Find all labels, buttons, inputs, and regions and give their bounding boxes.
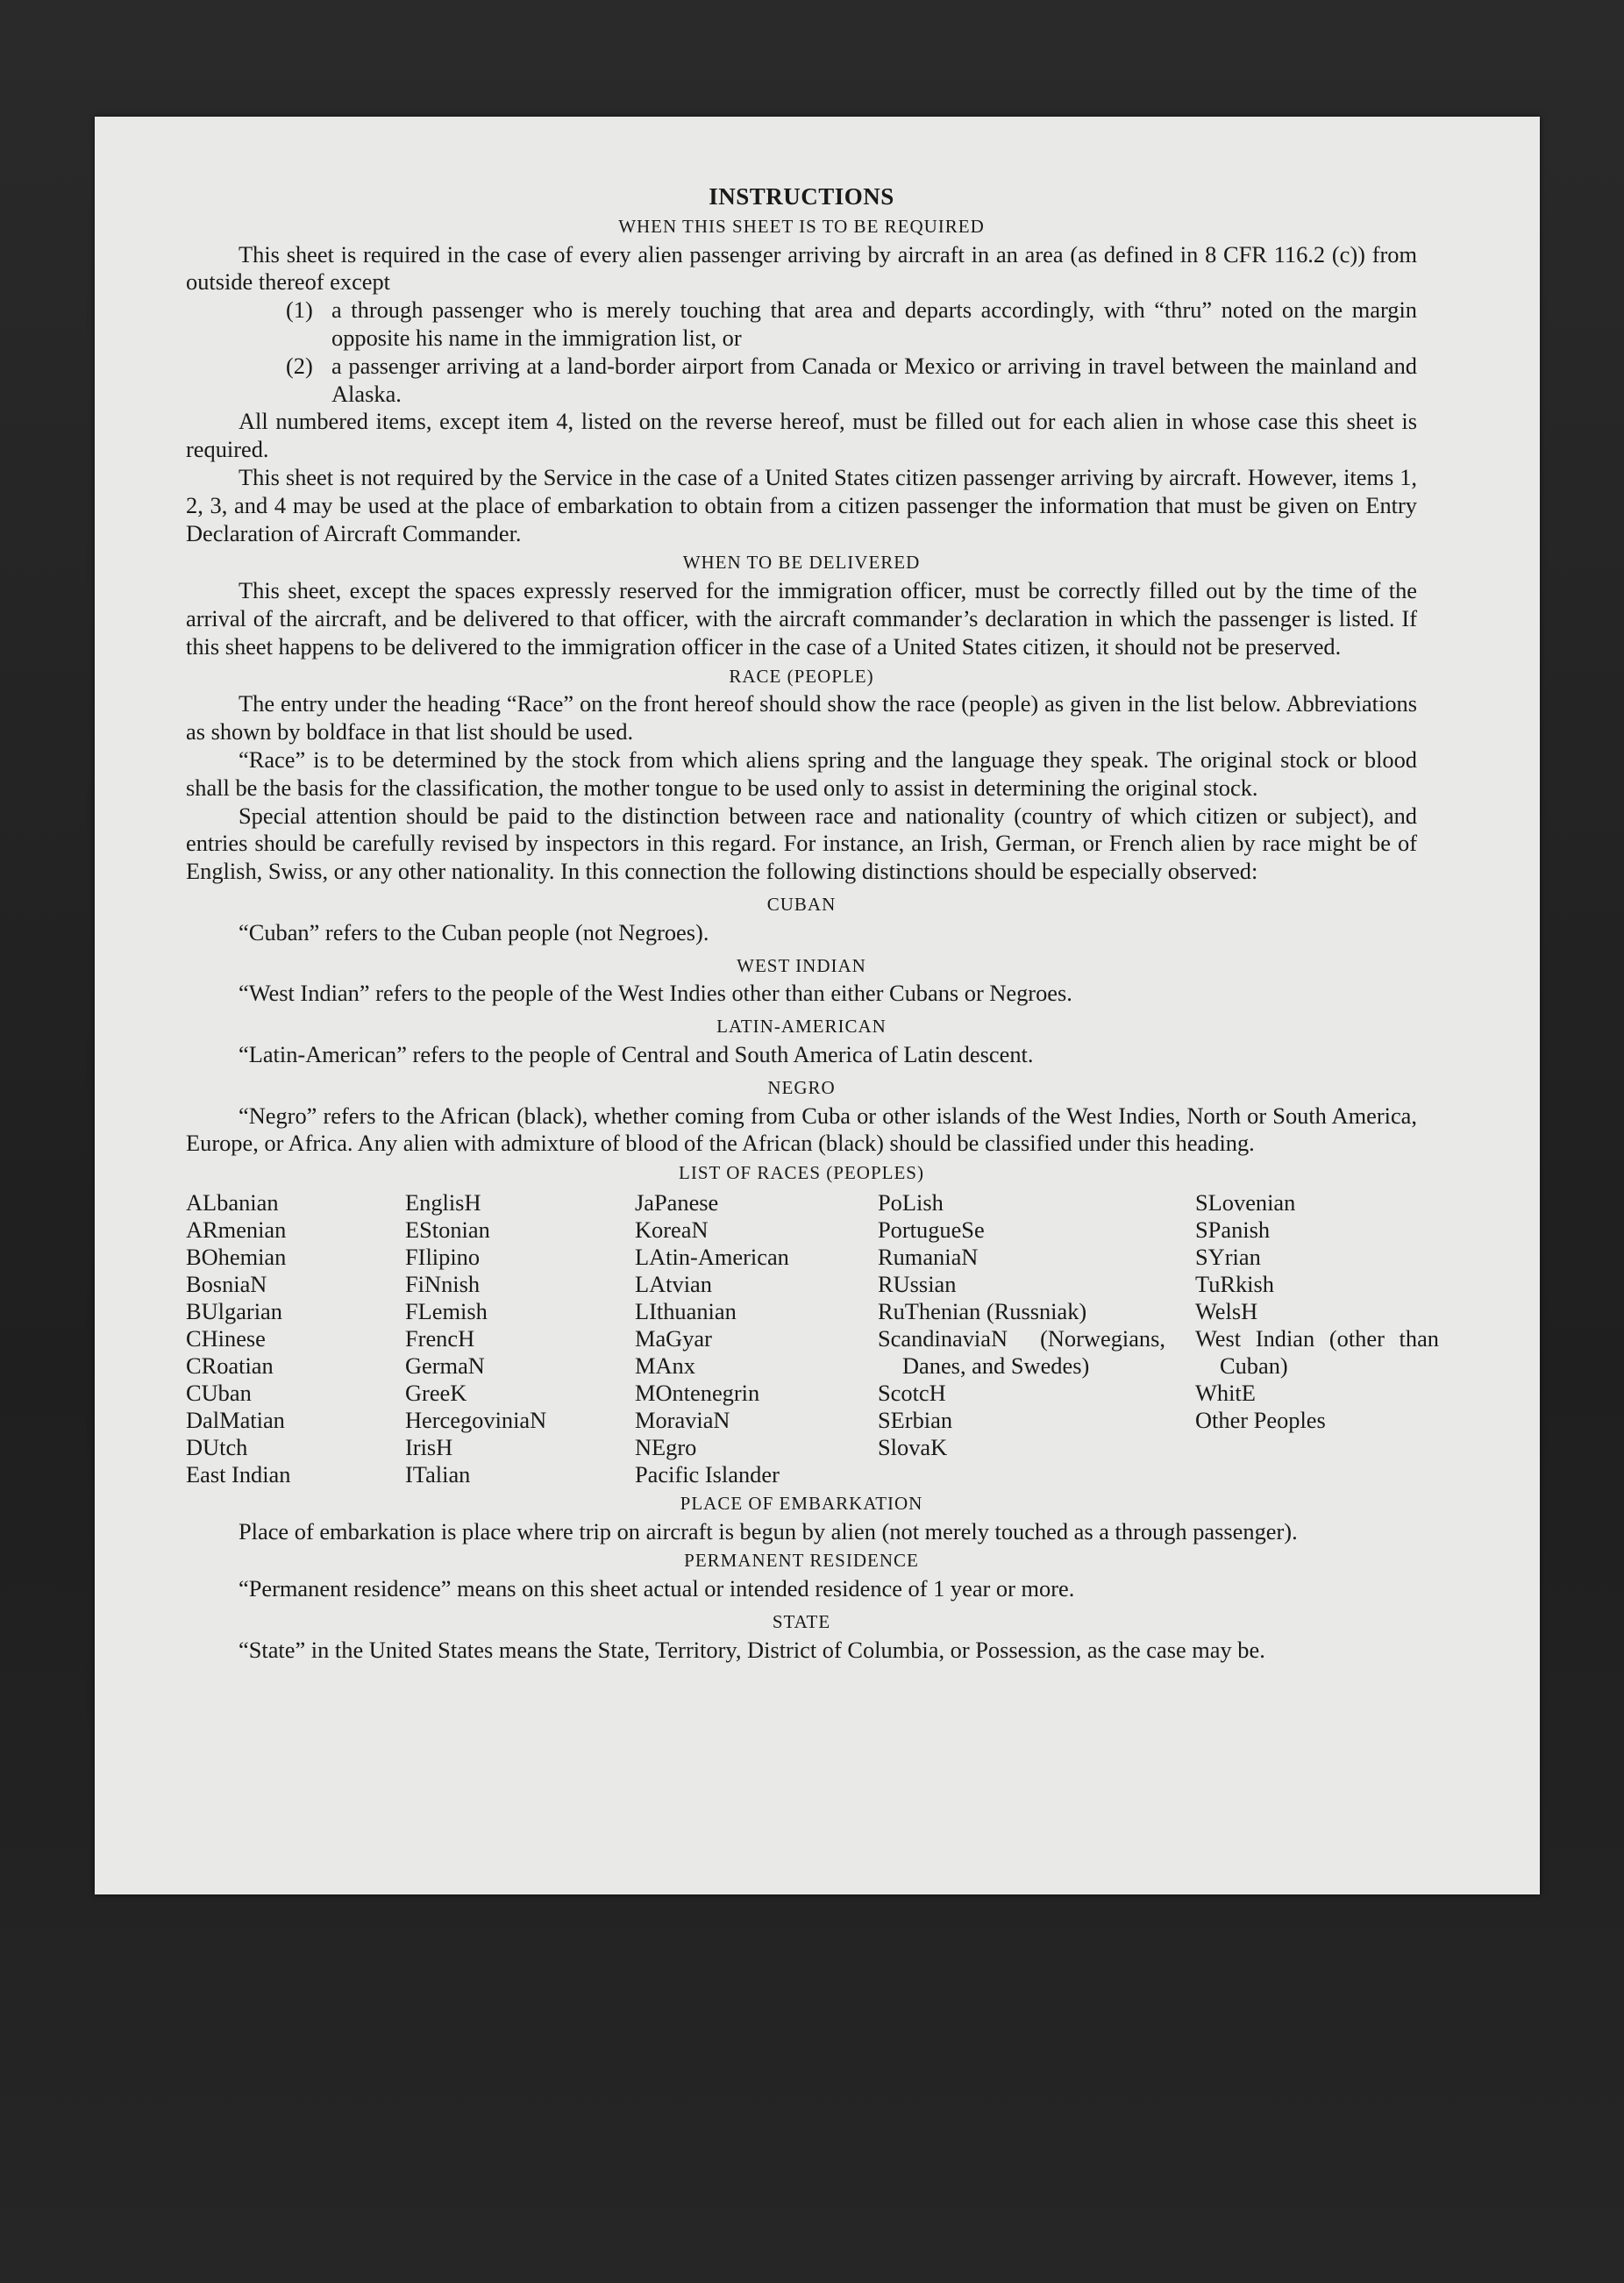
race-entry: DalMatian bbox=[186, 1406, 285, 1433]
list-item-text: a through passenger who is merely touching that area and departs accordingly, with “thru” noted on the margin opposite his name in the immigration list, or bbox=[331, 296, 1417, 351]
races-column-4 bbox=[878, 1189, 1195, 1488]
race-entry: DUtch bbox=[186, 1433, 248, 1460]
races-column-1 bbox=[186, 1189, 405, 1488]
race-entry: SLovenian bbox=[1195, 1188, 1296, 1216]
races-heading: LIST OF RACES (PEOPLES) bbox=[679, 1162, 924, 1184]
race-entry: MaGyar bbox=[635, 1324, 712, 1352]
race-entry: EnglisH bbox=[405, 1188, 481, 1216]
race-entry: ScandinaviaN (Norwegians, Danes, and Swedes) bbox=[878, 1324, 1165, 1379]
race-entry: West Indian (other than Cuban) bbox=[1195, 1324, 1439, 1379]
race-entry: LIthuanian bbox=[635, 1297, 737, 1324]
race-entry: RUssian bbox=[878, 1270, 957, 1297]
races-list bbox=[186, 1188, 1439, 1488]
race-entry: FIlipino bbox=[405, 1243, 481, 1270]
race-entry: PortugueSe bbox=[878, 1216, 985, 1243]
paragraph: This sheet is not required by the Service in the case of a United States citizen passenger arriving by aircraft. However, items 1, 2, 3, and 4 may be used at the place of embarkation to obtain from a citizen passenger the information that must be given on Entry Declaration of Aircraft Commander. bbox=[186, 463, 1417, 546]
race-entry: Pacific Islander bbox=[635, 1460, 780, 1488]
paragraph: Special attention should be paid to the distinction between race and nationality (country of which citizen or subject), and entries should be carefully revised by inspectors in this regard. For instance, an Irish, German, or French alien by race might be of English, Swiss, or any other nationality. In this connection the following distinctions should be especially observed: bbox=[186, 802, 1417, 885]
paragraph: All numbered items, except item 4, listed on the reverse hereof, must be filled out for each alien in whose case this sheet is required. bbox=[186, 408, 1417, 463]
race-entry: RuThenian (Russniak) bbox=[878, 1297, 1087, 1324]
race-entry: ScotcH bbox=[878, 1379, 946, 1406]
section-heading: WHEN TO BE DELIVERED bbox=[682, 552, 921, 574]
section-heading: PERMANENT RESIDENCE bbox=[684, 1550, 919, 1572]
section-heading: PLACE OF EMBARKATION bbox=[680, 1492, 923, 1514]
paragraph: “State” in the United States means the State, Territory, District of Columbia, or Possession, as the case may be. bbox=[239, 1636, 1265, 1663]
race-entry: HercegoviniaN bbox=[405, 1406, 547, 1433]
race-entry: MAnx bbox=[635, 1352, 695, 1379]
paragraph: The entry under the heading “Race” on the front hereof should show the race (people) as given in the list below. Abbreviations as shown by boldface in that list should be used. bbox=[186, 690, 1417, 746]
race-entry: East Indian bbox=[186, 1460, 291, 1488]
section-heading: LATIN-AMERICAN bbox=[716, 1016, 887, 1038]
race-entry: PoLish bbox=[878, 1188, 944, 1216]
race-entry: MoraviaN bbox=[635, 1406, 730, 1433]
race-entry: ITalian bbox=[405, 1460, 471, 1488]
list-item bbox=[286, 296, 1417, 353]
race-entry: ARmenian bbox=[186, 1216, 287, 1243]
section-heading: WHEN THIS SHEET IS TO BE REQUIRED bbox=[618, 215, 985, 237]
race-entry: SPanish bbox=[1195, 1216, 1271, 1243]
race-entry: GreeK bbox=[405, 1379, 467, 1406]
race-entry: LAtvian bbox=[635, 1270, 712, 1297]
race-entry: SlovaK bbox=[878, 1433, 948, 1460]
race-entry: JaPanese bbox=[635, 1188, 719, 1216]
paragraph: “Race” is to be determined by the stock from which aliens spring and the language they speak. The original stock or blood shall be the basis for the classification, the mother tongue to be used only to assist in determining the original stock. bbox=[186, 746, 1417, 801]
section-heading: WEST INDIAN bbox=[737, 954, 866, 976]
document-title: INSTRUCTIONS bbox=[709, 183, 894, 210]
paragraph: “Permanent residence” means on this sheet actual or intended residence of 1 year or more. bbox=[239, 1575, 1075, 1602]
race-entry: CHinese bbox=[186, 1324, 266, 1352]
race-entry: GermaN bbox=[405, 1352, 485, 1379]
race-entry: FiNnish bbox=[405, 1270, 481, 1297]
race-entry: FrencH bbox=[405, 1324, 475, 1352]
section-heading: STATE bbox=[772, 1611, 831, 1633]
paragraph: Place of embarkation is place where trip on aircraft is begun by alien (not merely touched as a through passenger). bbox=[239, 1517, 1298, 1545]
race-entry: TuRkish bbox=[1195, 1270, 1274, 1297]
paragraph: “Cuban” refers to the Cuban people (not Negroes). bbox=[239, 918, 709, 945]
race-entry: WelsH bbox=[1195, 1297, 1258, 1324]
paragraph: “Negro” refers to the African (black), whether coming from Cuba or other islands of the West Indies, North or South America, Europe, or Africa. Any alien with admixture of blood of the African (black) should be classified under this heading. bbox=[186, 1102, 1417, 1157]
race-entry: LAtin-American bbox=[635, 1243, 789, 1270]
race-entry: KoreaN bbox=[635, 1216, 709, 1243]
race-entry: FLemish bbox=[405, 1297, 488, 1324]
races-column-2 bbox=[405, 1189, 635, 1488]
race-entry: EStonian bbox=[405, 1216, 490, 1243]
race-entry: BosniaN bbox=[186, 1270, 267, 1297]
races-column-5 bbox=[1195, 1188, 1439, 1488]
section-heading: CUBAN bbox=[766, 893, 837, 915]
race-entry: BOhemian bbox=[186, 1243, 287, 1270]
document-content bbox=[186, 183, 1439, 1665]
race-entry: SYrian bbox=[1195, 1243, 1261, 1270]
race-entry: SErbian bbox=[878, 1406, 953, 1433]
section-heading: RACE (PEOPLE) bbox=[729, 665, 874, 687]
race-entry: BUlgarian bbox=[186, 1297, 282, 1324]
paragraph: This sheet is required in the case of every alien passenger arriving by aircraft in an area (as defined in 8 CFR 116.2 (c)) from outside thereof except bbox=[186, 240, 1417, 296]
list-item bbox=[286, 353, 1417, 409]
section-heading: NEGRO bbox=[767, 1076, 836, 1098]
races-column-3 bbox=[635, 1189, 878, 1488]
race-entry: NEgro bbox=[635, 1433, 697, 1460]
list-item-text: a passenger arriving at a land-border airport from Canada or Mexico or arriving in travel between the mainland and Alaska. bbox=[331, 352, 1417, 407]
race-entry: Other Peoples bbox=[1195, 1406, 1326, 1433]
race-entry: RumaniaN bbox=[878, 1243, 979, 1270]
race-entry: MOntenegrin bbox=[635, 1379, 760, 1406]
race-entry: WhitE bbox=[1195, 1379, 1256, 1406]
paragraph: “West Indian” refers to the people of the West Indies other than either Cubans or Negroes. bbox=[239, 980, 1072, 1007]
list-item-number: (1) bbox=[286, 296, 313, 324]
paragraph: “Latin-American” refers to the people of Central and South America of Latin descent. bbox=[239, 1040, 1034, 1067]
race-entry: ALbanian bbox=[186, 1188, 279, 1216]
race-entry: CUban bbox=[186, 1379, 252, 1406]
paragraph: This sheet, except the spaces expressly reserved for the immigration officer, must be correctly filled out by the time of the arrival of the aircraft, and be delivered to that officer, with the aircraft commander’s declaration in which the passenger is listed. If this sheet happens to be delivered to the immigration officer in the case of a United States citizen, it should not be preserved. bbox=[186, 577, 1417, 660]
race-entry: CRoatian bbox=[186, 1352, 274, 1379]
document-page bbox=[95, 117, 1540, 1894]
list-item-number: (2) bbox=[286, 352, 313, 379]
race-entry: IrisH bbox=[405, 1433, 453, 1460]
